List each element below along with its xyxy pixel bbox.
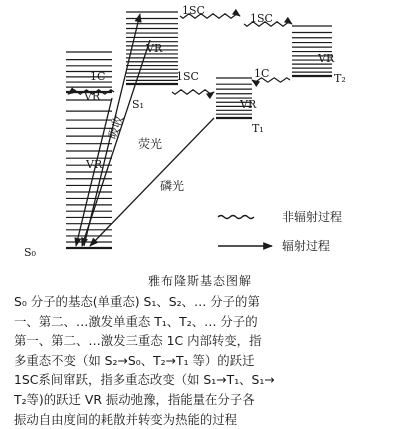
vr-label-s1: VR xyxy=(84,90,101,103)
description-line: 1SC系间窜跃，指多重态改变（如 S₁→T₁、S₁→ xyxy=(14,372,275,388)
state-label-s0: S₀ xyxy=(24,246,36,259)
isc-label-mid: 1SC xyxy=(176,70,199,83)
vr-label-s2: VR xyxy=(146,42,163,55)
state-label-t1: T₁ xyxy=(252,122,264,135)
description-line: 一、第二、…激发单重态 T₁、T₂、… 分子的 xyxy=(14,313,258,329)
legend-wavy-symbol xyxy=(218,216,254,219)
description-line: T₂等)的跃迁 VR 振动弛豫，指能量在分子各 xyxy=(14,391,255,407)
isc-arrow-mid xyxy=(172,90,214,94)
phosphorescence-label: 磷光 xyxy=(160,179,185,193)
description-line: 多重态不变（如 S₂→S₀、T₂→T₁ 等）的跃迁 xyxy=(14,352,255,368)
fluorescence-label: 荧光 xyxy=(138,137,163,151)
description-line: S₀ 分子的基态(单重态) S₁、S₂、… 分子的第 xyxy=(14,294,260,309)
description-text xyxy=(14,292,390,429)
vr-label-t2: VR xyxy=(318,52,335,65)
description-line: 振动自由度间的耗散并转变为热能的过程 xyxy=(14,411,238,427)
isc-label-top2: 1SC xyxy=(250,12,273,25)
ic-label-s: 1C xyxy=(90,70,106,83)
description-line: 第一、第二、…激发三重态 1C 内部转变，指 xyxy=(14,333,262,349)
absorption-label: 吸收 xyxy=(105,113,127,141)
state-label-s1: S₁ xyxy=(132,98,144,111)
figure-caption: 雅布隆斯基态图解 xyxy=(147,274,252,288)
vr-label-t1: VR xyxy=(240,98,257,111)
state-label-t2: T₂ xyxy=(334,72,346,85)
isc-label-top1: 1SC xyxy=(182,4,205,17)
legend-nonradiative-label: 非辐射过程 xyxy=(282,210,343,224)
vr-label-s0: VR xyxy=(86,158,103,171)
ic-label-t: 1C xyxy=(254,67,270,80)
legend xyxy=(218,209,342,253)
legend-radiative-label: 辐射过程 xyxy=(282,239,331,253)
